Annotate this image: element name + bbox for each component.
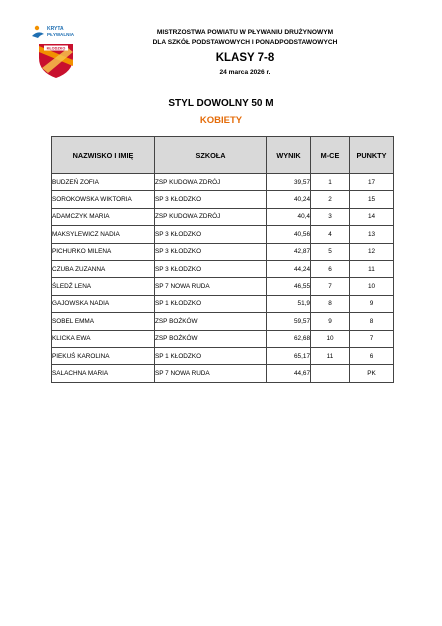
cell-points: 13 bbox=[350, 226, 394, 243]
cell-result: 44,24 bbox=[267, 260, 311, 277]
cell-points: 11 bbox=[350, 260, 394, 277]
cell-school: ZSP BOŻKÓW bbox=[155, 330, 267, 347]
cell-points: 17 bbox=[350, 174, 394, 191]
column-header-result: WYNIK bbox=[267, 137, 311, 174]
cell-result: 65,17 bbox=[267, 347, 311, 364]
cell-place: 4 bbox=[311, 226, 350, 243]
column-header-place: M-CE bbox=[311, 137, 350, 174]
cell-place: 1 bbox=[311, 174, 350, 191]
cell-place: 11 bbox=[311, 347, 350, 364]
column-header-school: SZKOŁA bbox=[155, 137, 267, 174]
table-row bbox=[52, 313, 394, 330]
competition-title-line1: MISTRZOSTWA POWIATU W PŁYWANIU DRUŻYNOWYM bbox=[156, 29, 334, 36]
cell-place: 3 bbox=[311, 208, 350, 225]
table-row bbox=[52, 278, 394, 295]
cell-result: 46,55 bbox=[267, 278, 311, 295]
event-category: KOBIETY bbox=[199, 115, 243, 126]
cell-school: SP 3 KŁODZKO bbox=[155, 226, 267, 243]
cell-result: 62,68 bbox=[267, 330, 311, 347]
cell-place: 10 bbox=[311, 330, 350, 347]
cell-name: PIEKUŚ KAROLINA bbox=[52, 347, 155, 364]
logo-figure-head bbox=[35, 26, 39, 30]
kryta-plywalnia-logo bbox=[30, 22, 82, 80]
logo-figure-swoosh bbox=[32, 32, 44, 38]
event-title: STYL DOWOLNY 50 M bbox=[168, 98, 274, 109]
cell-name: SOROKOWSKA WIKTORIA bbox=[52, 191, 155, 208]
column-header-name: NAZWISKO I IMIĘ bbox=[52, 137, 155, 174]
cell-place: 6 bbox=[311, 260, 350, 277]
table-row bbox=[52, 208, 394, 225]
cell-points: 10 bbox=[350, 278, 394, 295]
event-date: 24 marca 2026 r. bbox=[219, 69, 271, 76]
cell-place: 8 bbox=[311, 295, 350, 312]
cell-name: BUDZEŃ ZOFIA bbox=[52, 174, 155, 191]
cell-school: ZSP KUDOWA ZDRÓJ bbox=[155, 174, 267, 191]
cell-school: SP 7 NOWA RUDA bbox=[155, 278, 267, 295]
logo-text-line2: PŁYWALNIA bbox=[47, 32, 75, 37]
cell-result: 40,4 bbox=[267, 208, 311, 225]
class-title: KLASY 7-8 bbox=[215, 52, 275, 64]
cell-place: 2 bbox=[311, 191, 350, 208]
results-table bbox=[51, 136, 394, 383]
table-row bbox=[52, 330, 394, 347]
table-row bbox=[52, 226, 394, 243]
cell-school: SP 1 KŁODZKO bbox=[155, 295, 267, 312]
cell-points: 14 bbox=[350, 208, 394, 225]
cell-school: ZSP KUDOWA ZDRÓJ bbox=[155, 208, 267, 225]
column-header-points: PUNKTY bbox=[350, 137, 394, 174]
cell-points: 9 bbox=[350, 295, 394, 312]
cell-points: 8 bbox=[350, 313, 394, 330]
cell-result: 40,56 bbox=[267, 226, 311, 243]
cell-result: 44,67 bbox=[267, 365, 311, 382]
cell-result: 51,9 bbox=[267, 295, 311, 312]
cell-result: 59,57 bbox=[267, 313, 311, 330]
cell-school: SP 3 KŁODZKO bbox=[155, 191, 267, 208]
table-row bbox=[52, 243, 394, 260]
table-row bbox=[52, 365, 394, 382]
competition-title bbox=[95, 28, 395, 48]
cell-school: ZSP BOŻKÓW bbox=[155, 313, 267, 330]
cell-place: 5 bbox=[311, 243, 350, 260]
cell-place: 7 bbox=[311, 278, 350, 295]
cell-result: 40,24 bbox=[267, 191, 311, 208]
cell-name: KLICKA EWA bbox=[52, 330, 155, 347]
cell-result: 39,57 bbox=[267, 174, 311, 191]
table-row bbox=[52, 295, 394, 312]
cell-place bbox=[311, 365, 350, 382]
cell-school: SP 1 KŁODZKO bbox=[155, 347, 267, 364]
cell-name: PICHURKO MILENA bbox=[52, 243, 155, 260]
cell-points: 7 bbox=[350, 330, 394, 347]
cell-name: CZUBA ZUZANNA bbox=[52, 260, 155, 277]
cell-name: ŚLEDŹ LENA bbox=[52, 278, 155, 295]
cell-name: ADAMCZYK MARIA bbox=[52, 208, 155, 225]
logo-badge-text: KŁODZKO bbox=[46, 46, 66, 51]
cell-school: SP 3 KŁODZKO bbox=[155, 243, 267, 260]
cell-name: MAKSYLEWICZ NADIA bbox=[52, 226, 155, 243]
table-row bbox=[52, 260, 394, 277]
table-row bbox=[52, 191, 394, 208]
cell-school: SP 3 KŁODZKO bbox=[155, 260, 267, 277]
cell-points: 6 bbox=[350, 347, 394, 364]
cell-name: SOBEL EMMA bbox=[52, 313, 155, 330]
cell-points: PK bbox=[350, 365, 394, 382]
cell-result: 42,87 bbox=[267, 243, 311, 260]
cell-name: GAJOWSKA NADIA bbox=[52, 295, 155, 312]
table-row bbox=[52, 174, 394, 191]
cell-points: 12 bbox=[350, 243, 394, 260]
cell-school: SP 7 NOWA RUDA bbox=[155, 365, 267, 382]
table-row bbox=[52, 347, 394, 364]
cell-place: 9 bbox=[311, 313, 350, 330]
results-header-row bbox=[52, 137, 394, 174]
cell-name: SALACHNA MARIA bbox=[52, 365, 155, 382]
cell-points: 15 bbox=[350, 191, 394, 208]
logo-text-line1: KRYTA bbox=[47, 26, 64, 32]
competition-title-line2: DLA SZKÓŁ PODSTAWOWYCH I PONADPODSTAWOWYCH bbox=[152, 39, 338, 46]
